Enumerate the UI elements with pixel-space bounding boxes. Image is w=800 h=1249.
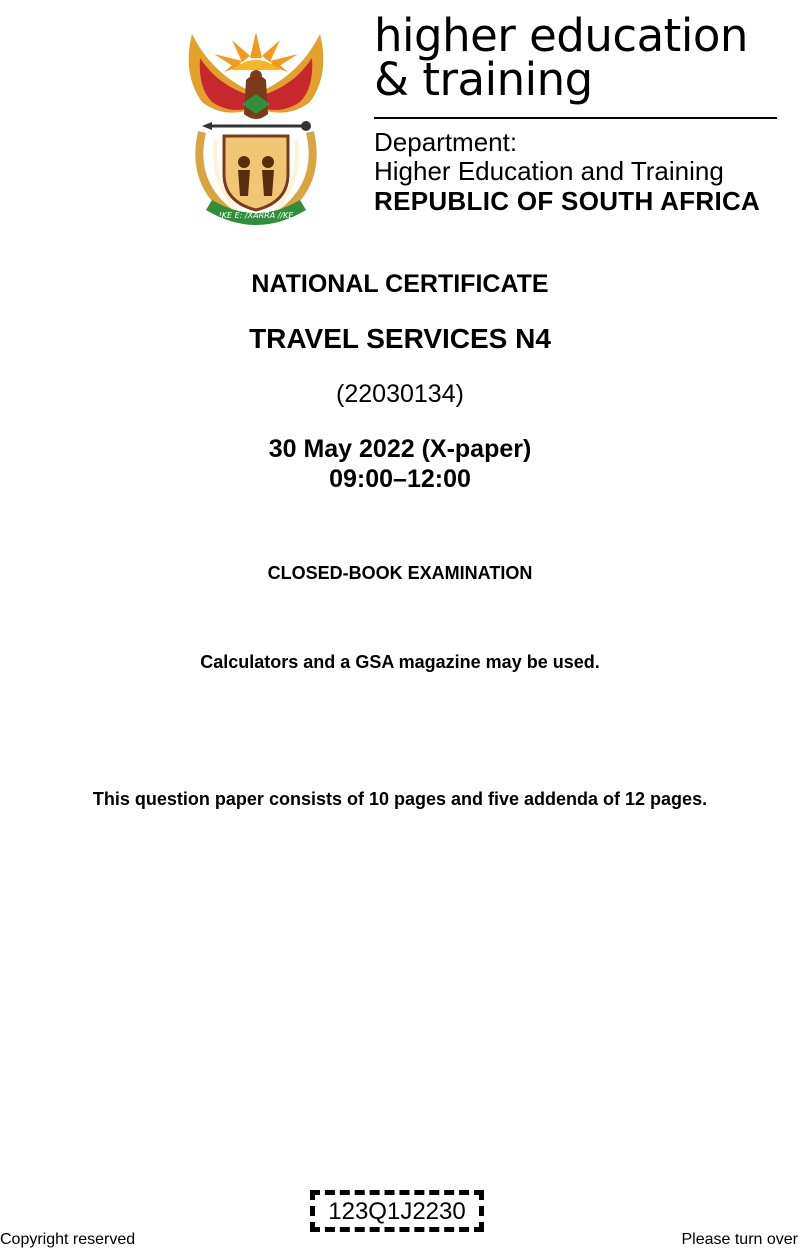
page-count-info: This question paper consists of 10 pages and five addenda of 12 pages. — [92, 789, 708, 809]
paper-code-box: 123Q1J2230 — [310, 1190, 484, 1232]
brand-line-1: higher education — [374, 9, 748, 62]
department-name: Higher Education and Training — [374, 156, 724, 186]
exam-date: 30 May 2022 (X-paper) — [268, 435, 532, 463]
exam-time: 09:00–12:00 — [329, 465, 471, 493]
country-name: REPUBLIC OF SOUTH AFRICA — [374, 186, 761, 216]
turn-over-notice: Please turn over — [681, 1231, 798, 1248]
copyright-notice: Copyright reserved — [0, 1231, 136, 1248]
brand-divider — [374, 117, 777, 119]
department-label: Department: — [374, 127, 518, 157]
exam-date-time — [0, 434, 800, 494]
subject-code: (22030134) — [336, 380, 464, 408]
crest-motto-text: !KE E: /XARRA //KE — [218, 211, 294, 220]
department-block — [374, 128, 760, 216]
brand-line-2: & training — [374, 53, 593, 106]
exam-type: CLOSED-BOOK EXAMINATION — [267, 563, 533, 583]
subject-title: TRAVEL SERVICES N4 — [249, 323, 551, 354]
certificate-title: NATIONAL CERTIFICATE — [251, 270, 549, 298]
permitted-materials: Calculators and a GSA magazine may be used. — [200, 652, 600, 672]
brand-wordmark — [374, 9, 784, 106]
coat-of-arms-logo — [172, 14, 340, 236]
